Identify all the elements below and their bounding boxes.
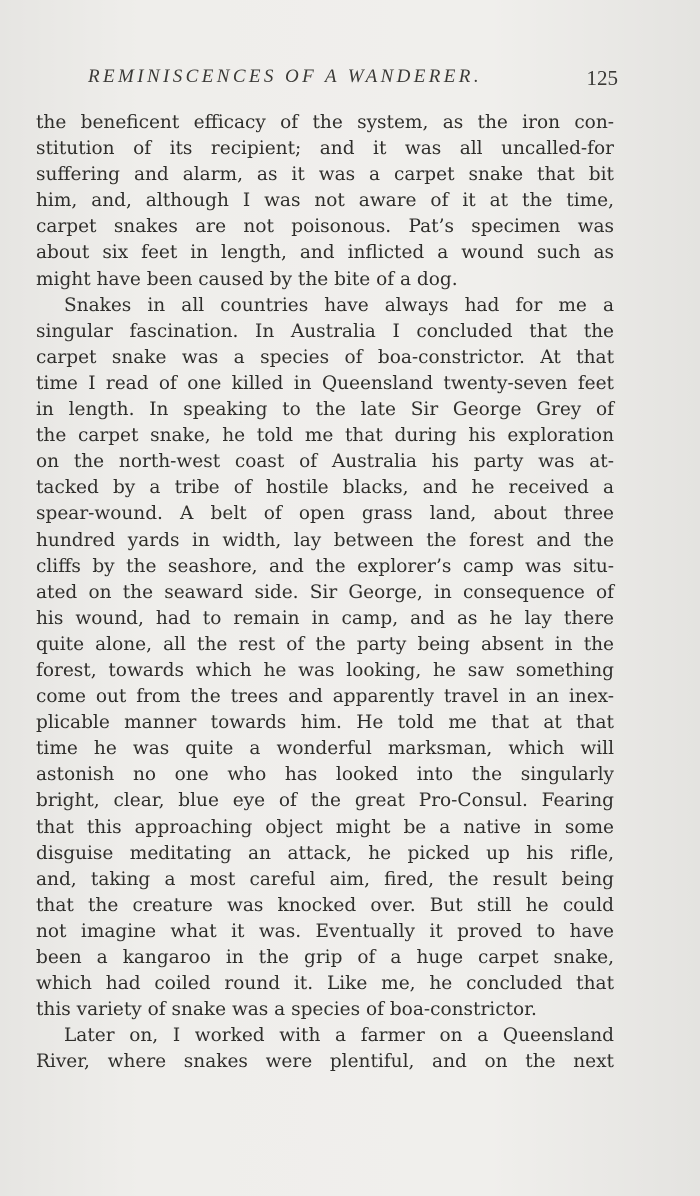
text-line: time I read of one killed in Queensland twenty-seven feet xyxy=(36,372,614,394)
text-line: the beneficent efficacy of the system, as the iron con- xyxy=(36,112,614,133)
text-line: on the north-west coast of Australia his party was at- xyxy=(36,451,614,473)
text-line: forest, towards which he was looking, he saw something xyxy=(36,659,614,681)
text-line: tacked by a tribe of hostile blacks, and he received a xyxy=(36,477,614,499)
text-line: suffering and alarm, as it was a carpet snake that bit xyxy=(36,164,614,186)
text-line: come out from the trees and apparently travel in an inex- xyxy=(36,686,614,708)
text-line: not imagine what it was. Eventually it proved to have xyxy=(36,920,614,942)
text-line: spear-wound. A belt of open grass land, about three xyxy=(36,503,614,525)
text-line: ated on the seaward side. Sir George, in consequence of xyxy=(36,581,614,603)
text-line: about six feet in length, and inflicted a wound such as xyxy=(36,242,614,264)
text-line: Later on, I worked with a farmer on a Queensland xyxy=(64,1025,614,1047)
page-header xyxy=(88,66,618,96)
text-line: been a kangaroo in the grip of a huge carpet snake, xyxy=(36,947,614,968)
text-line: disguise meditating an attack, he picked up his rifle, xyxy=(36,842,614,864)
text-line: carpet snakes are not poisonous. Pat’s specimen was xyxy=(36,216,614,238)
text-line: River, where snakes were plentiful, and on the next xyxy=(36,1051,614,1073)
text-line: Snakes in all countries have always had for me a xyxy=(64,294,614,316)
text-line: this variety of snake was a species of boa-constrictor. xyxy=(36,999,537,1021)
text-line: hundred yards in width, lay between the forest and the xyxy=(36,529,614,551)
text-line: plicable manner towards him. He told me that at that xyxy=(36,712,614,734)
text-line: singular fascination. In Australia I concluded that the xyxy=(36,320,614,342)
text-line: him, and, although I was not aware of it at the time, xyxy=(36,190,614,212)
body-text xyxy=(36,110,614,1075)
text-line: that this approaching object might be a native in some xyxy=(36,816,614,838)
text-line: time he was quite a wonderful marksman, which will xyxy=(36,738,614,760)
text-line: cliffs by the seashore, and the explorer’s camp was situ- xyxy=(36,555,614,577)
text-line: carpet snake was a species of boa-constrictor. At that xyxy=(36,346,614,368)
text-line: which had coiled round it. Like me, he concluded that xyxy=(36,973,614,995)
text-line: that the creature was knocked over. But still he could xyxy=(36,894,614,916)
page-number: 125 xyxy=(586,66,618,90)
text-line: in length. In speaking to the late Sir George Grey of xyxy=(36,399,614,421)
text-line: quite alone, all the rest of the party being absent in the xyxy=(36,633,614,655)
text-line: might have been caused by the bite of a dog. xyxy=(36,268,458,290)
text-line: and, taking a most careful aim, fired, the result being xyxy=(36,868,614,890)
running-head: REMINISCENCES OF A WANDERER. xyxy=(88,66,482,87)
text-line: bright, clear, blue eye of the great Pro-Consul. Fearing xyxy=(36,790,614,812)
text-line: the carpet snake, he told me that during his exploration xyxy=(36,425,614,447)
text-line: stitution of its recipient; and it was all uncalled-for xyxy=(36,138,614,160)
text-line: his wound, had to remain in camp, and as he lay there xyxy=(36,607,614,629)
text-line: astonish no one who has looked into the singularly xyxy=(36,764,614,786)
